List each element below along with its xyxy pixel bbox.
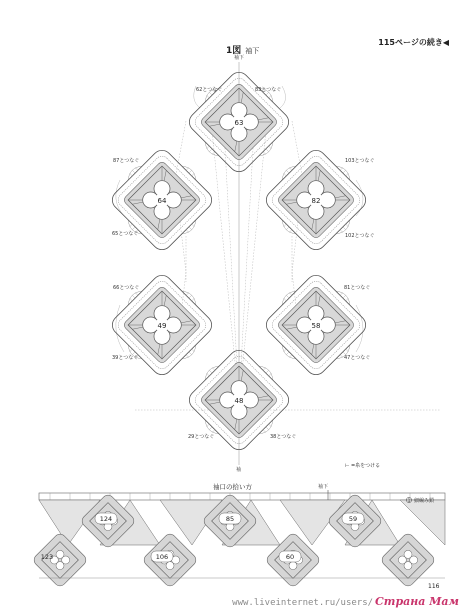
svg-text:1: 1 <box>407 498 411 503</box>
join-label: 87とつなぐ <box>113 158 140 164</box>
join-label: 103とつなぐ <box>345 158 375 164</box>
figure-subtitle: 袖下 <box>245 47 260 55</box>
join-label: 62とつなぐ <box>196 87 223 93</box>
watermark-brand: Страна Мам <box>375 595 459 608</box>
watermark-url: www.liveinternet.ru/users/ <box>232 598 374 608</box>
border-motif-number: 124 <box>99 515 113 523</box>
border-motif-number: 59 <box>348 515 358 523</box>
guide-lines <box>116 62 440 465</box>
page-reference: 115ページの続き◀ <box>378 38 449 47</box>
border-strip <box>32 490 445 588</box>
motif-number: 49 <box>157 322 167 330</box>
figure-number: 1図 <box>226 46 242 56</box>
section2-title: 袖口の拾い方 <box>213 483 252 491</box>
border-motif-number: 123 <box>40 553 54 561</box>
motif-number: 63 <box>234 119 244 127</box>
motif-number: 82 <box>311 197 321 205</box>
join-label: 39とつなぐ <box>112 355 139 361</box>
page-number: 116 <box>428 583 440 590</box>
join-label: 66とつなぐ <box>113 285 140 291</box>
motif-number: 48 <box>234 397 244 405</box>
join-label: 38とつなぐ <box>270 434 297 440</box>
join-label: 102とつなぐ <box>345 233 375 239</box>
border-legend-text: 細編み鎖 <box>414 498 435 504</box>
motif-number: 64 <box>157 197 167 205</box>
axis-label-bottom: 袖 <box>236 467 242 473</box>
join-label: 29とつなぐ <box>188 434 215 440</box>
watermark <box>232 595 459 608</box>
border-motif-number: 106 <box>155 553 169 561</box>
legend <box>345 462 380 469</box>
section2-mark: 袖下 <box>318 484 329 490</box>
join-label: 83とつなぐ <box>255 87 282 93</box>
join-label: 81とつなぐ <box>344 285 371 291</box>
border-motif-number: 85 <box>225 515 235 523</box>
motif-number: 58 <box>311 322 321 330</box>
axis-label-top: 袖下 <box>234 55 245 61</box>
join-label: 65とつなぐ <box>112 231 139 237</box>
legend-text: =糸をつける <box>350 463 381 469</box>
legend-symbol: ⊢ <box>345 463 350 469</box>
join-label: 47とつなぐ <box>344 355 371 361</box>
border-motif-number: 60 <box>285 553 295 561</box>
